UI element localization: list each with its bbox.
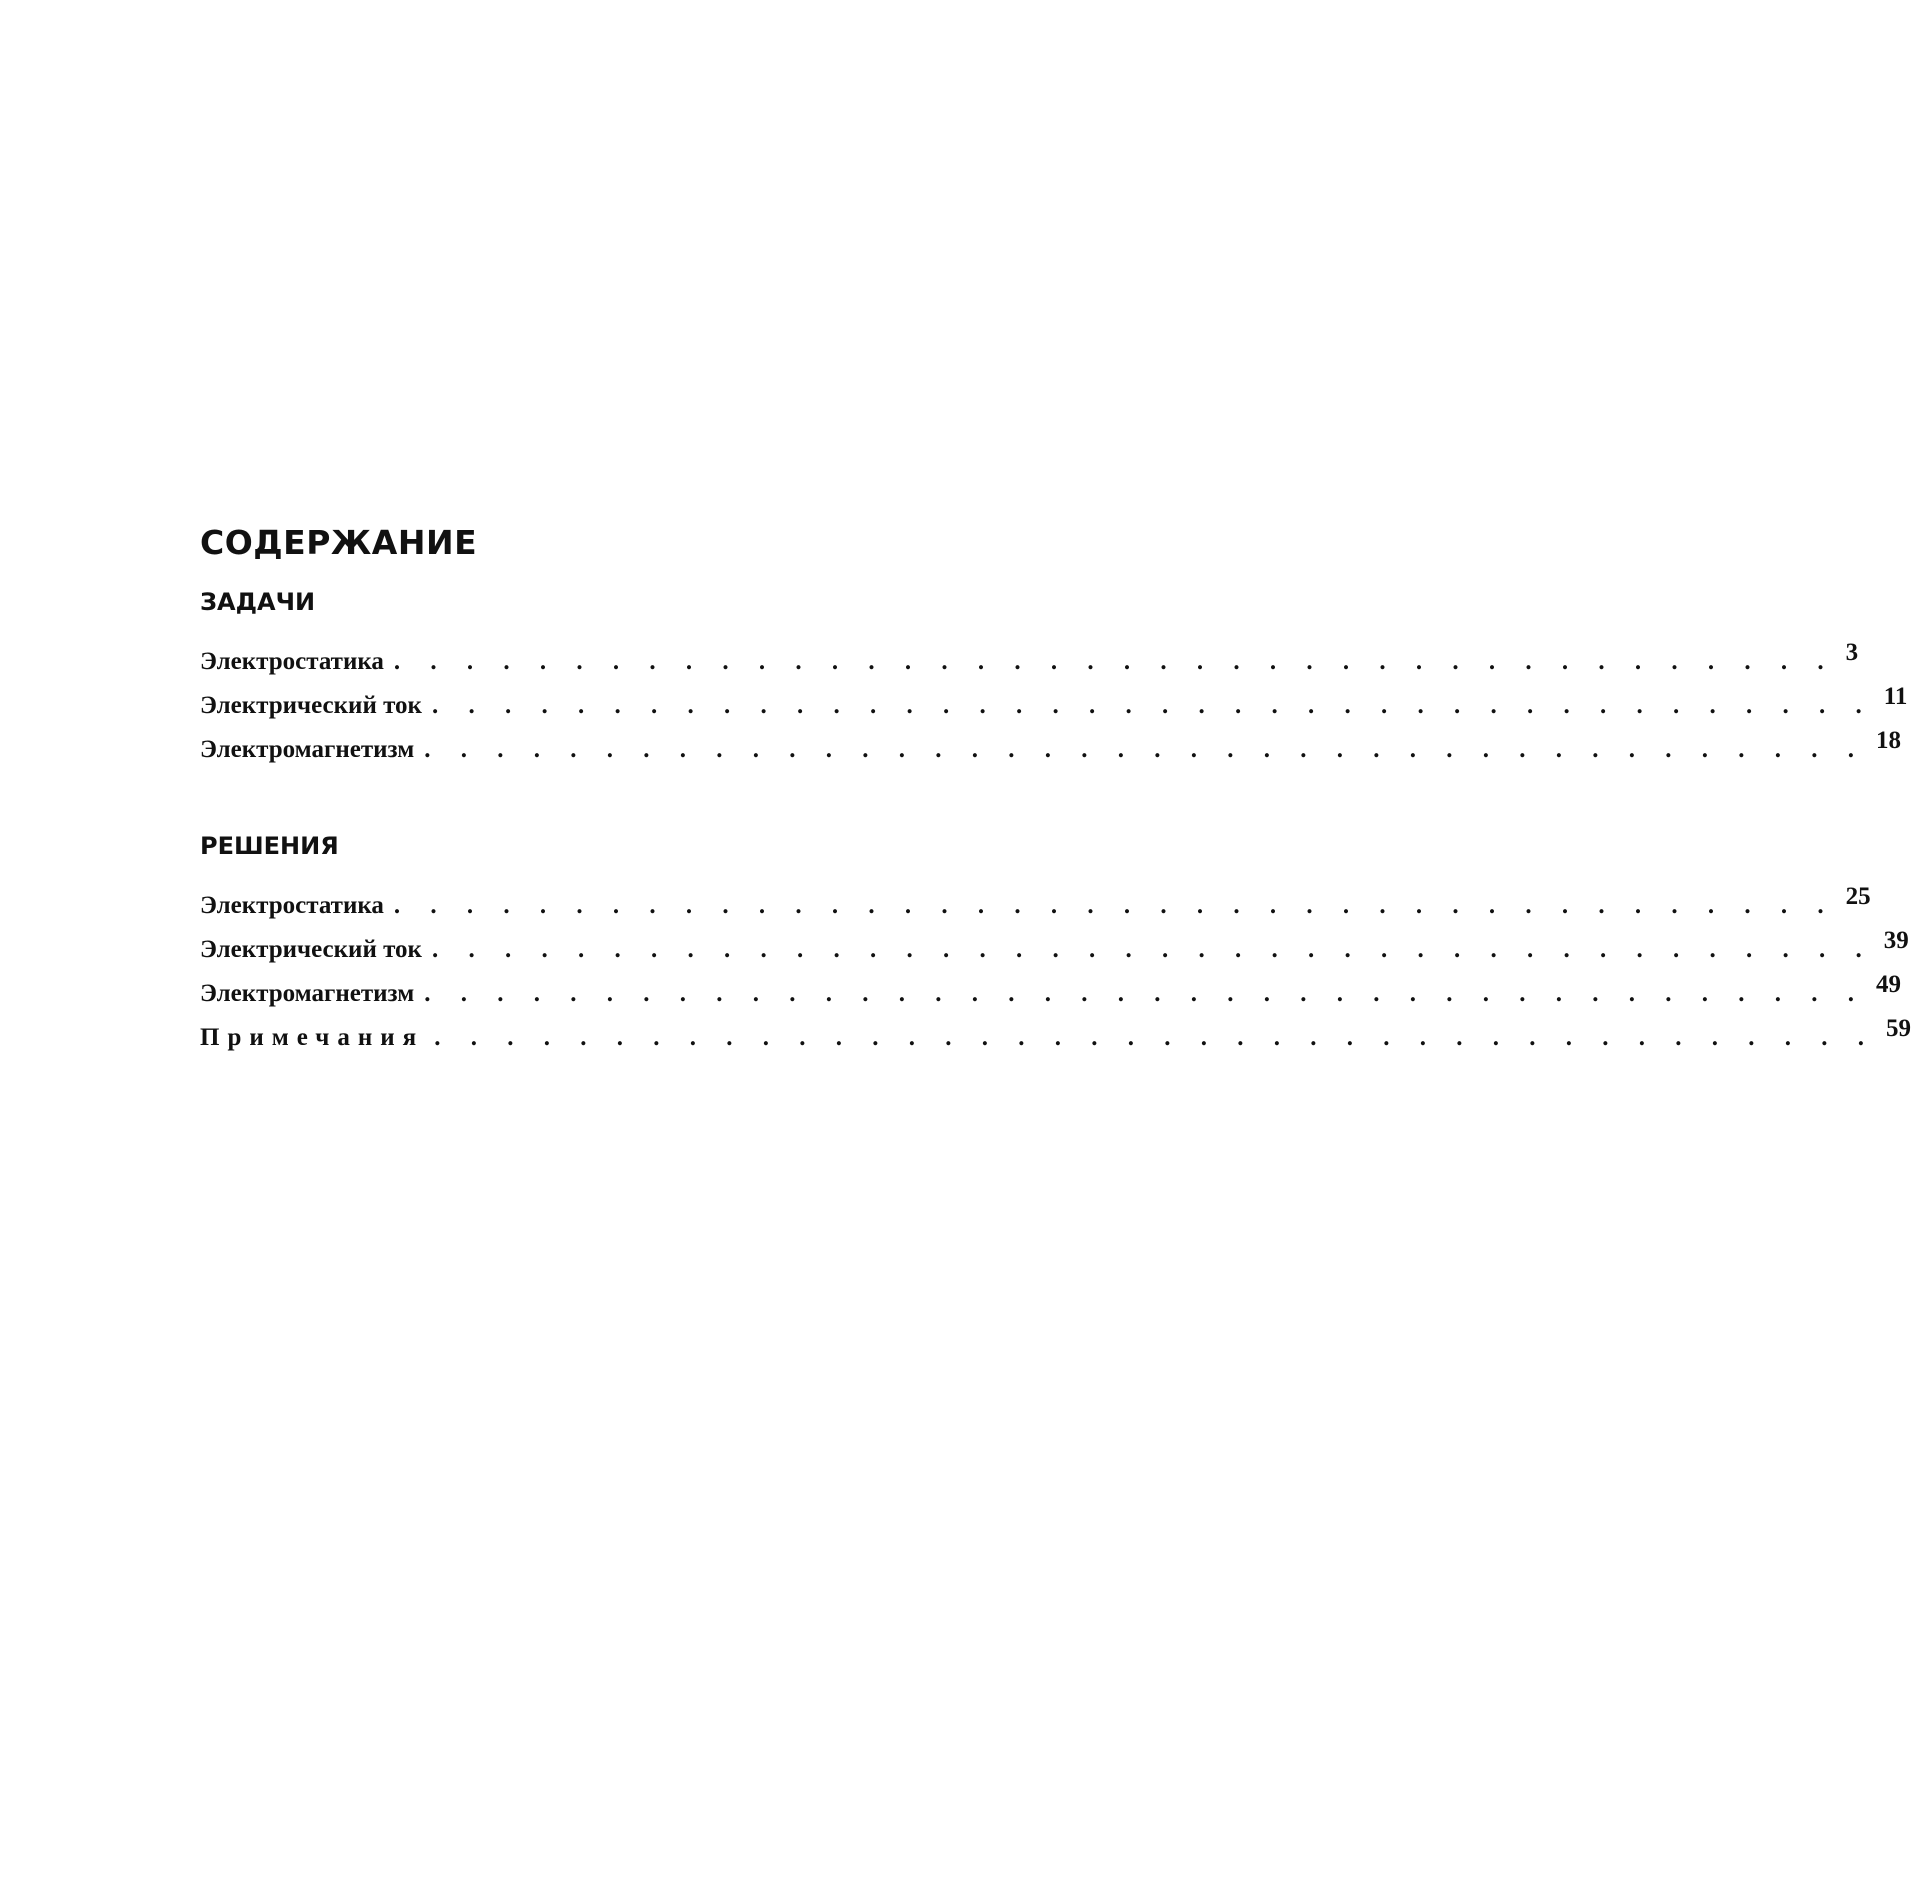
dot-leader: . . . . . . . . . . . . . . . . . . . . . . . . . . . . . . . . . . . . . . . . (434, 1024, 1876, 1051)
toc-entry-label: Электростатика (200, 892, 384, 919)
toc-entry-label: Электромагнетизм (200, 980, 415, 1007)
dot-leader: . . . . . . . . . . . . . . . . . . . . . . . . . . . . . . . . . . . . . . . . (424, 736, 1867, 763)
dot-leader: . . . . . . . . . . . . . . . . . . . . . . . . . . . . . . . . . . . . . . . . (393, 648, 1836, 675)
toc-entry[interactable] (200, 971, 1902, 1024)
toc-entry[interactable] (200, 727, 1902, 780)
section-heading-tasks: ЗАДАЧИ (200, 588, 316, 616)
toc-entry-label: Электростатика (200, 648, 384, 675)
toc-entry-label: Примечания (200, 1024, 425, 1051)
section-tasks (200, 582, 1908, 780)
dot-leader: . . . . . . . . . . . . . . . . . . . . . . . . . . . . . . . . . . . . . . . . (424, 980, 1867, 1007)
toc-entry-label: Электрический ток (200, 692, 422, 719)
dot-leader: . . . . . . . . . . . . . . . . . . . . . . . . . . . . . . . . . . . . . . . . (393, 892, 1836, 919)
page-title: СОДЕРЖАНИЕ (200, 523, 478, 562)
toc-entry-page: 11 (1883, 683, 1908, 710)
toc-entry-label: Электрический ток (200, 936, 422, 963)
dot-leader: . . . . . . . . . . . . . . . . . . . . . . . . . . . . . . . . . . . . . . . . (431, 692, 1874, 719)
toc-entry-page: 59 (1885, 1015, 1911, 1042)
toc-entry[interactable] (200, 683, 1908, 736)
section-solutions (200, 826, 1911, 1068)
toc-entry-page: 18 (1876, 727, 1902, 754)
section-heading-solutions: РЕШЕНИЯ (200, 832, 339, 860)
toc-entry[interactable] (200, 927, 1909, 980)
toc-entry-page: 49 (1876, 971, 1902, 998)
toc-entry-label: Электромагнетизм (200, 736, 415, 763)
toc-entry[interactable] (200, 883, 1871, 936)
toc-entry-page: 3 (1845, 639, 1859, 666)
table-of-contents (200, 518, 1911, 1068)
toc-entry-page: 39 (1883, 927, 1909, 954)
toc-entry-page: 25 (1845, 883, 1871, 910)
dot-leader: . . . . . . . . . . . . . . . . . . . . . . . . . . . . . . . . . . . . . . . . (431, 936, 1874, 963)
toc-entry[interactable] (200, 639, 1859, 692)
toc-entry[interactable] (200, 1015, 1911, 1068)
